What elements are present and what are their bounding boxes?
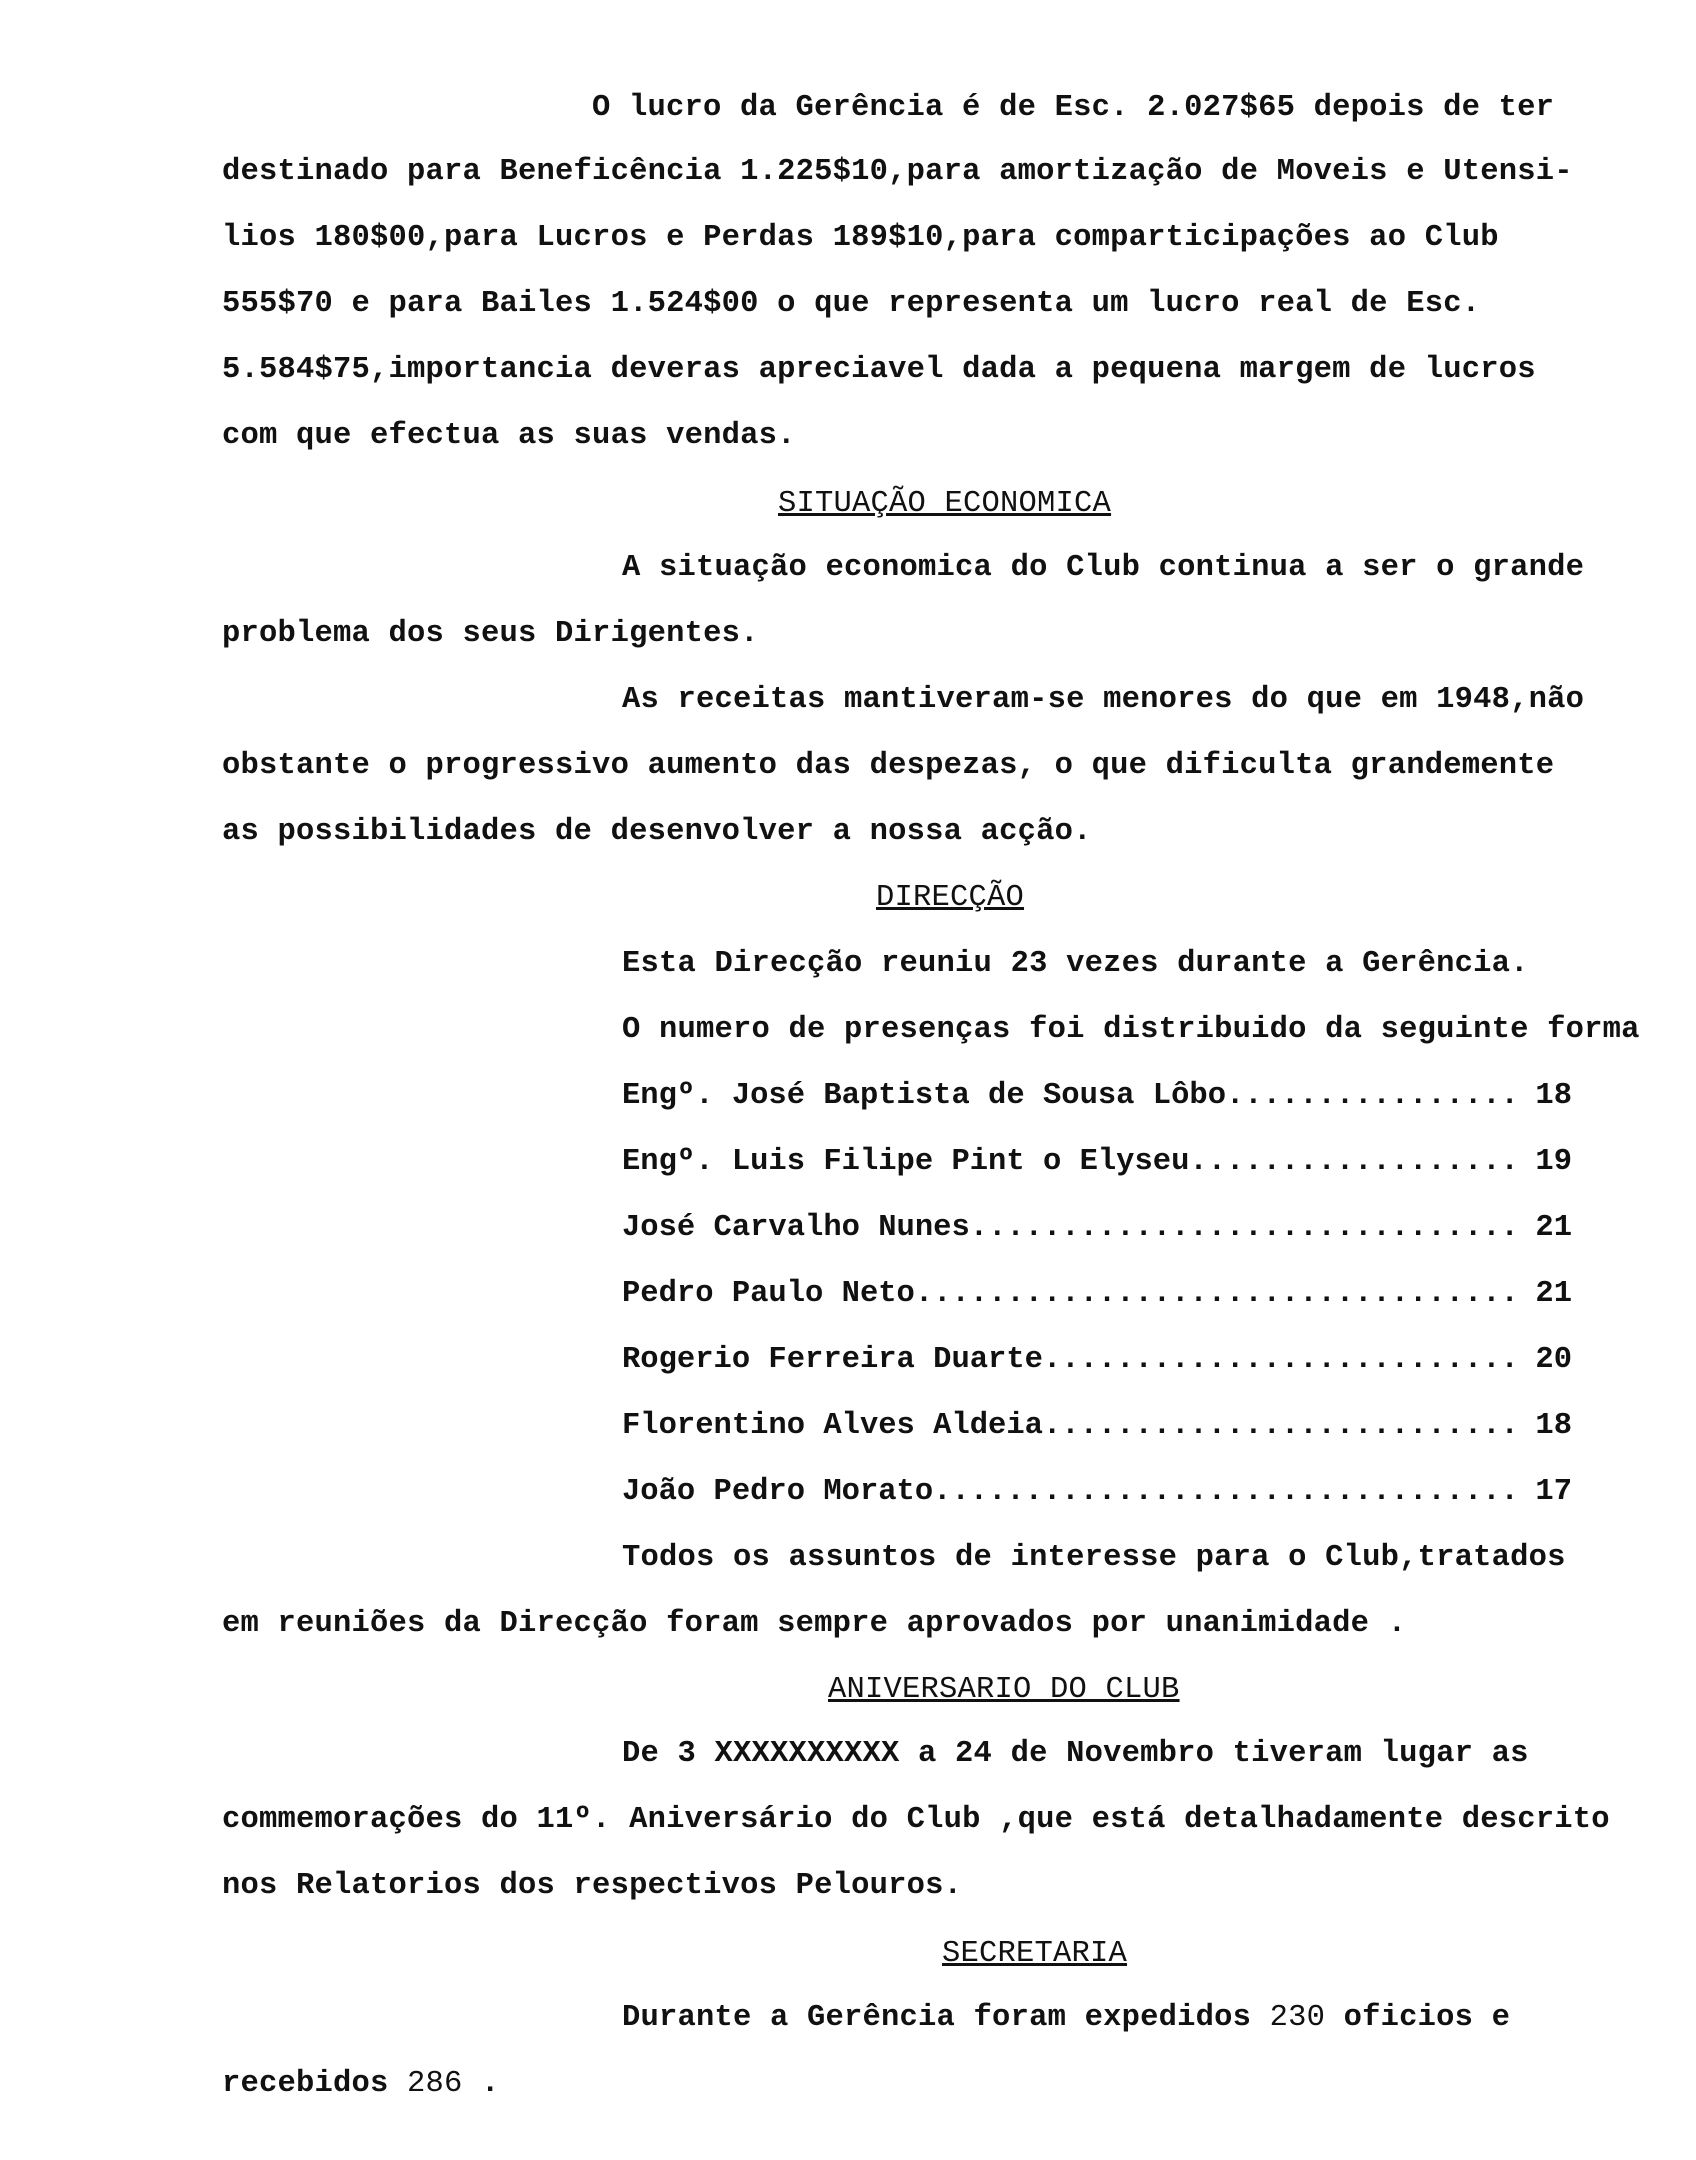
text-line: nos Relatorios dos respectivos Pelouros. <box>222 1869 963 1903</box>
text-fragment: recebidos <box>222 2067 408 2101</box>
text-line <box>222 2064 500 2104</box>
dot-leader <box>1043 1406 1521 1446</box>
dot-leader <box>1189 1142 1521 1182</box>
dot-leader <box>1226 1076 1521 1116</box>
dot-leader <box>970 1208 1522 1248</box>
text-line: lios 180$00,para Lucros e Perdas 189$10,para comparticipações ao Club <box>222 221 1499 255</box>
attendance-row <box>622 1406 1572 1446</box>
text-line: problema dos seus Dirigentes. <box>222 617 759 651</box>
attendance-row <box>622 1208 1572 1248</box>
attendance-count: 19 <box>1535 1145 1572 1179</box>
text-line: obstante o progressivo aumento das despezas, o que dificulta grandemente <box>222 749 1555 783</box>
member-name: Pedro Paulo Neto <box>622 1277 915 1311</box>
text-line: 5.584$75,importancia deveras apreciavel dada a pequena margem de lucros <box>222 353 1536 387</box>
text-line: com que efectua as suas vendas. <box>222 419 796 453</box>
text-line: A situação economica do Club continua a ser o grande <box>622 551 1585 585</box>
dot-leader <box>1043 1340 1521 1380</box>
text-line: Esta Direcção reuniu 23 vezes durante a Gerência. <box>622 947 1529 981</box>
text-line: O lucro da Gerência é de Esc. 2.027$65 depois de ter <box>592 91 1555 125</box>
text-line <box>622 1998 1510 2038</box>
attendance-row <box>622 1472 1572 1512</box>
text-line: commemorações do 11º. Aniversário do Club ,que está detalhadamente descrito <box>222 1803 1610 1837</box>
text-fragment: Durante a Gerência foram expedidos <box>622 2001 1270 2035</box>
attendance-count: 18 <box>1535 1079 1572 1113</box>
recebidos-count: 286 <box>407 2067 463 2101</box>
section-heading-aniversario: ANIVERSARIO DO CLUB <box>828 1673 1180 1707</box>
section-heading-secretaria: SECRETARIA <box>942 1937 1128 1971</box>
text-line: 555$70 e para Bailes 1.524$00 o que representa um lucro real de Esc. <box>222 287 1481 321</box>
attendance-count: 21 <box>1535 1277 1572 1311</box>
member-name: Engº. José Baptista de Sousa Lôbo <box>622 1079 1226 1113</box>
member-name: José Carvalho Nunes <box>622 1211 970 1245</box>
member-name: Rogerio Ferreira Duarte <box>622 1343 1043 1377</box>
text-fragment: . <box>462 2067 500 2101</box>
attendance-row <box>622 1274 1572 1314</box>
text-line: De 3 XXXXXXXXXX a 24 de Novembro tiveram lugar as <box>622 1737 1529 1771</box>
attendance-count: 21 <box>1535 1211 1572 1245</box>
text-line: O numero de presenças foi distribuido da seguinte forma <box>622 1013 1640 1047</box>
text-line: Todos os assuntos de interesse para o Club,tratados <box>622 1541 1566 1575</box>
attendance-count: 17 <box>1535 1475 1572 1509</box>
text-line: destinado para Beneficência 1.225$10,para amortização de Moveis e Utensi- <box>222 155 1573 189</box>
attendance-row <box>622 1076 1572 1116</box>
attendance-count: 18 <box>1535 1409 1572 1443</box>
member-name: Florentino Alves Aldeia <box>622 1409 1043 1443</box>
expedidos-count: 230 <box>1269 2001 1326 2035</box>
attendance-count: 20 <box>1535 1343 1572 1377</box>
text-line: as possibilidades de desenvolver a nossa acção. <box>222 815 1092 849</box>
text-line: As receitas mantiveram-se menores do que em 1948,não <box>622 683 1585 717</box>
dot-leader <box>933 1472 1521 1512</box>
text-line: em reuniões da Direcção foram sempre aprovados por unanimidade . <box>222 1607 1407 1641</box>
attendance-row <box>622 1340 1572 1380</box>
section-heading-economica: SITUAÇÃO ECONOMICA <box>778 487 1112 521</box>
text-fragment: oficios e <box>1325 2001 1511 2035</box>
dot-leader <box>915 1274 1522 1314</box>
member-name: Engº. Luis Filipe Pint o Elyseu <box>622 1145 1190 1179</box>
section-heading-direccao: DIRECÇÃO <box>876 881 1025 915</box>
attendance-row <box>622 1142 1572 1182</box>
member-name: João Pedro Morato <box>622 1475 934 1509</box>
